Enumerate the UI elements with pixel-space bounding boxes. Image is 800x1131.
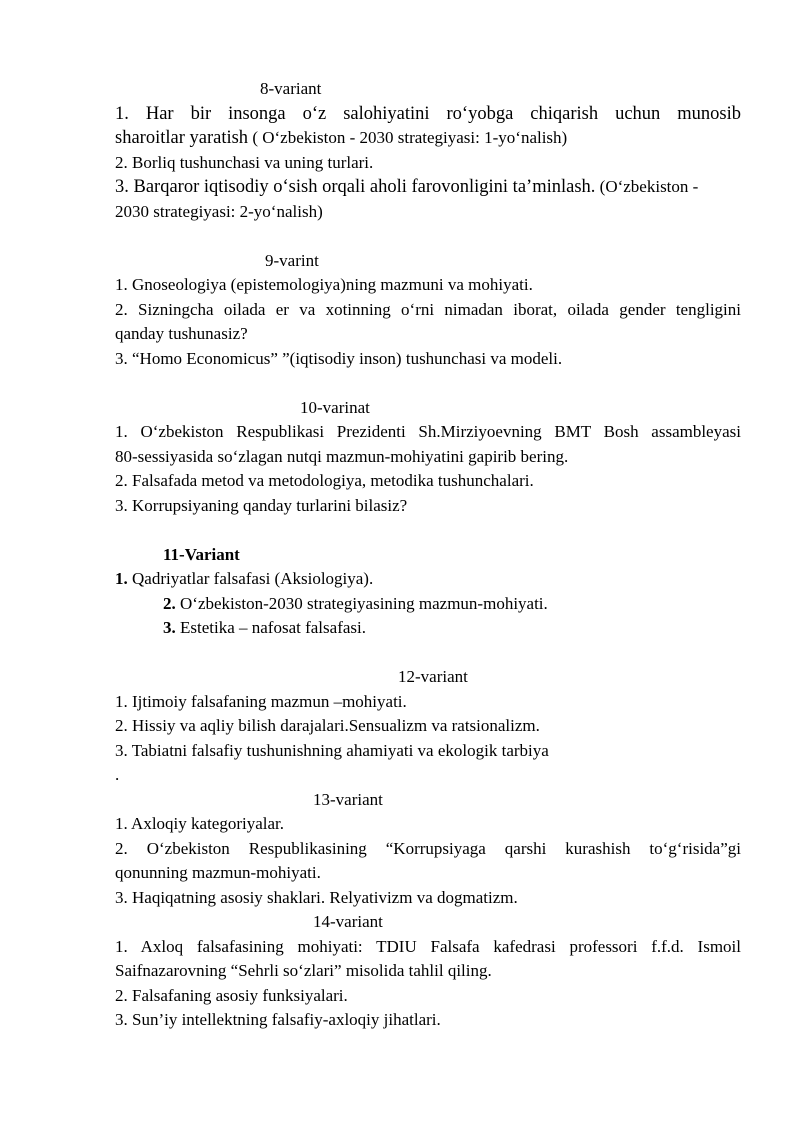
variant-11-question-2-text: O‘zbekiston-2030 strategiyasining mazmun-mohiyati. [175,593,548,613]
variant-9-question-2-line-1: 2. Sizningcha oilada er va xotinning o‘rni nimadan iborat, oilada gender tengligini [115,299,741,319]
variant-14-title: 14-variant [313,912,383,931]
variant-11-title: 11-Variant [163,544,240,564]
variant-14-question-1-line-1: 1. Axloq falsafasining mohiyati: TDIU Falsafa kafedrasi professori f.f.d. Ismoil [115,936,741,956]
variant-8-question-3-part-b: (O‘zbekiston - [595,177,699,196]
spacer [115,641,741,666]
variant-11-question-3-text: Estetika – nafosat falsafasi. [175,618,366,637]
variant-13-question-3: 3. Haqiqatning asosiy shaklari. Relyativizm va dogmatizm. [115,887,518,907]
variant-8-question-1-line-1: 1. Har bir insonga o‘z salohiyatini ro‘yobga chiqarish uchun munosib [115,103,741,124]
variant-8-title: 8-variant [260,79,322,98]
variant-14-question-2: 2. Falsafaning asosiy funksiyalari. [115,985,348,1005]
variant-11-question-1-text: Qadriyatlar falsafasi (Aksiologiya). [127,569,374,588]
variant-9-title: 9-varint [265,250,319,270]
variant-8-question-3-line-1 [115,175,741,200]
document-body [115,77,741,1033]
variant-13-question-2-line-1: 2. O‘zbekiston Respublikasining “Korrupsiyaga qarshi kurashish to‘g‘risida”gi [115,838,741,858]
variant-12-trailing-dot: . [115,765,120,784]
variant-14-question-1-line-2: Saifnazarovning “Sehrli so‘zlari” misolida tahlil qiling. [115,961,492,980]
variant-14-question-3: 3. Sun’iy intellektning falsafiy-axloqiy jihatlari. [115,1010,441,1029]
variant-11-question-1-number: 1. [115,569,128,588]
variant-11-question-3 [115,616,741,641]
variant-9-question-3: 3. “Homo Economicus” ”(iqtisodiy inson) tushunchasi va modeli. [115,348,563,368]
variant-8-question-2: 2. Borliq tushunchasi va uning turlari. [115,152,374,172]
variant-10-question-3: 3. Korrupsiyaning qanday turlarini bilasiz? [115,495,408,515]
variant-8-question-3-line-2: 2030 strategiyasi: 2-yo‘nalish) [115,201,323,221]
variant-10-question-1-line-1: 1. O‘zbekiston Respublikasi Prezidenti Sh.Mirziyoevning BMT Bosh assambleyasi [115,422,741,441]
variant-8-question-1-part-a: sharoitlar yaratish [115,128,249,148]
variant-12-title: 12-variant [398,667,468,686]
variant-12-question-3: 3. Tabiatni falsafiy tushunishning ahamiyati va ekologik tarbiya [115,740,549,760]
spacer [115,224,741,249]
variant-13-question-2-line-2: qonunning mazmun-mohiyati. [115,863,321,882]
variant-13-question-1: 1. Axloqiy kategoriyalar. [115,814,285,833]
variant-10-question-2: 2. Falsafada metod va metodologiya, metodika tushunchalari. [115,471,534,490]
variant-8-question-1-line-2 [115,126,741,151]
variant-11-question-2-number: 2. [163,593,176,613]
variant-8-question-1-part-b: ( O‘zbekiston - 2030 strategiyasi: 1-yo‘nalish) [248,128,568,147]
spacer [115,518,741,543]
variant-12-question-2: 2. Hissiy va aqliy bilish darajalari.Sensualizm va ratsionalizm. [115,716,540,735]
variant-9-question-2-line-2: qanday tushunasiz? [115,324,248,343]
variant-13-title: 13-variant [313,789,383,809]
spacer [115,371,741,396]
variant-10-title: 10-varinat [300,397,370,417]
variant-11-question-3-number: 3. [163,618,176,637]
variant-12-question-1: 1. Ijtimoiy falsafaning mazmun –mohiyati. [115,691,407,711]
variant-9-question-1: 1. Gnoseologiya (epistemologiya)ning mazmuni va mohiyati. [115,275,533,294]
variant-11-question-2 [115,592,741,617]
variant-11-question-1 [115,567,741,592]
variant-10-question-1-line-2: 80-sessiyasida so‘zlagan nutqi mazmun-mohiyatini gapirib bering. [115,446,569,466]
variant-8-question-3-part-a: 3. Barqaror iqtisodiy o‘sish orqali aholi farovonligini ta’minlash. [115,177,596,197]
